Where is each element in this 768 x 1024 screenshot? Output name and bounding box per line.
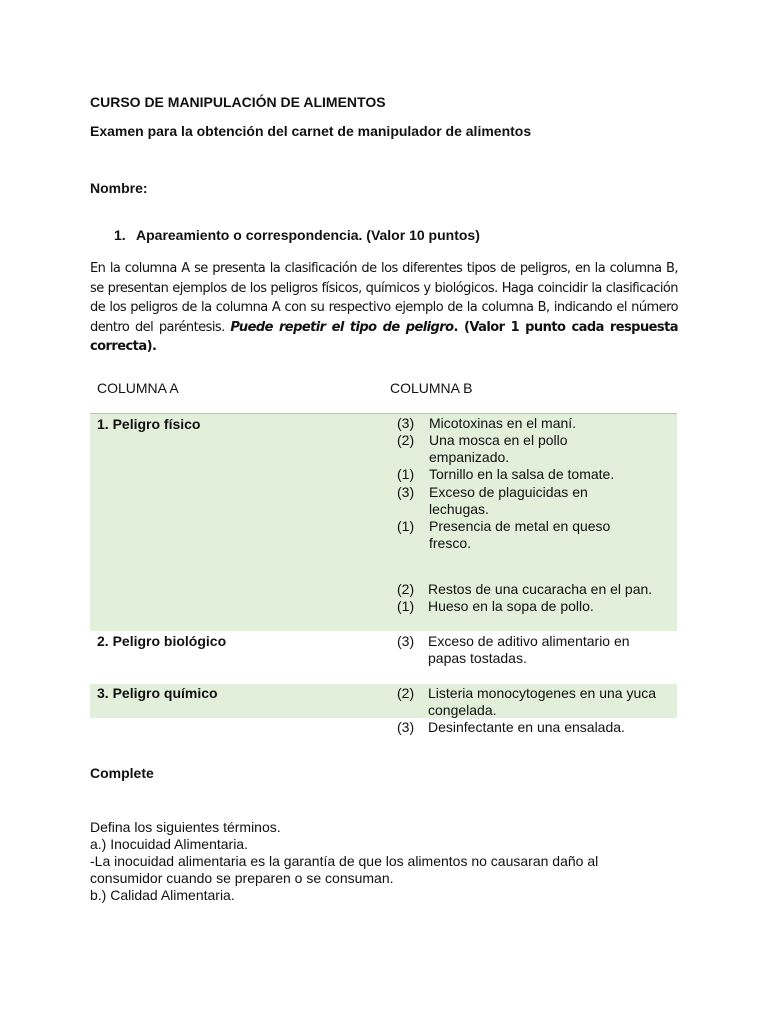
answer-number: (3) <box>397 633 415 649</box>
term-b-label: b.) Calidad Alimentaria. <box>90 887 235 903</box>
answer-number: (1) <box>397 466 415 482</box>
section-number: 1. <box>114 227 126 243</box>
answer-number: (3) <box>397 484 415 500</box>
document-subtitle: Examen para la obtención del carnet de manipulador de alimentos <box>90 123 532 139</box>
document-title: CURSO DE MANIPULACIÓN DE ALIMENTOS <box>90 94 386 110</box>
term-a-answer: -La inocuidad alimentaria es la garantía de que los alimentos no causaran daño al <box>90 853 599 869</box>
term-a-label: a.) Inocuidad Alimentaria. <box>90 836 248 852</box>
column-b-header: COLUMNA B <box>390 380 473 396</box>
answer-number: (1) <box>397 598 415 614</box>
category-chemical: 3. Peligro químico <box>97 685 218 701</box>
term-a-answer-continued: consumidor cuando se preparen o se consuman. <box>90 870 394 886</box>
answer-number: (3) <box>397 719 415 735</box>
section-heading <box>114 227 480 243</box>
example-text: Exceso de plaguicidas en lechugas. <box>429 484 588 517</box>
example-text: Presencia de metal en queso fresco. <box>429 518 611 551</box>
category-biological: 2. Peligro biológico <box>97 633 227 649</box>
column-a-header: COLUMNA A <box>97 380 179 396</box>
answer-number: (2) <box>397 432 415 448</box>
category-physical: 1. Peligro físico <box>97 416 201 432</box>
definitions-instruction: Defina los siguientes términos. <box>90 819 281 835</box>
instructions-score-note: . (Valor 1 punto cada respuesta correcta). <box>90 319 678 354</box>
definitions-block <box>90 819 650 904</box>
answer-number: (3) <box>397 415 415 431</box>
example-text: Hueso en la sopa de pollo. <box>428 598 594 614</box>
instructions-emphasis: Puede repetir el tipo de peligro <box>230 319 454 335</box>
complete-heading: Complete <box>90 765 154 781</box>
answer-number: (2) <box>397 685 415 701</box>
example-text: Una mosca en el pollo empanizado. <box>429 432 568 465</box>
example-text: Listeria monocytogenes en una yuca congelada. <box>428 685 657 718</box>
example-text: Exceso de aditivo alimentario en papas tostadas. <box>428 633 630 666</box>
instructions-paragraph <box>90 259 678 357</box>
instructions-text: En la columna A se presenta la clasificación de los diferentes tipos de peligros, en la columna B, se presentan ejemplos de los peligros físicos, químicos y biológicos. Haga coincidir la clasificación de los peligros de la columna A con su respectivo ejemplo de la columna B, indicando el número dentro del paréntesis. <box>90 261 678 335</box>
example-text: Desinfectante en una ensalada. <box>428 719 625 735</box>
answer-number: (1) <box>397 518 415 534</box>
name-label: Nombre: <box>90 180 148 196</box>
answer-number: (2) <box>397 581 415 597</box>
example-text: Micotoxinas en el maní. <box>429 415 577 431</box>
section-title: Apareamiento o correspondencia. (Valor 10 puntos) <box>136 227 480 243</box>
example-text: Tornillo en la salsa de tomate. <box>429 466 615 482</box>
example-text: Restos de una cucaracha en el pan. <box>428 581 653 597</box>
